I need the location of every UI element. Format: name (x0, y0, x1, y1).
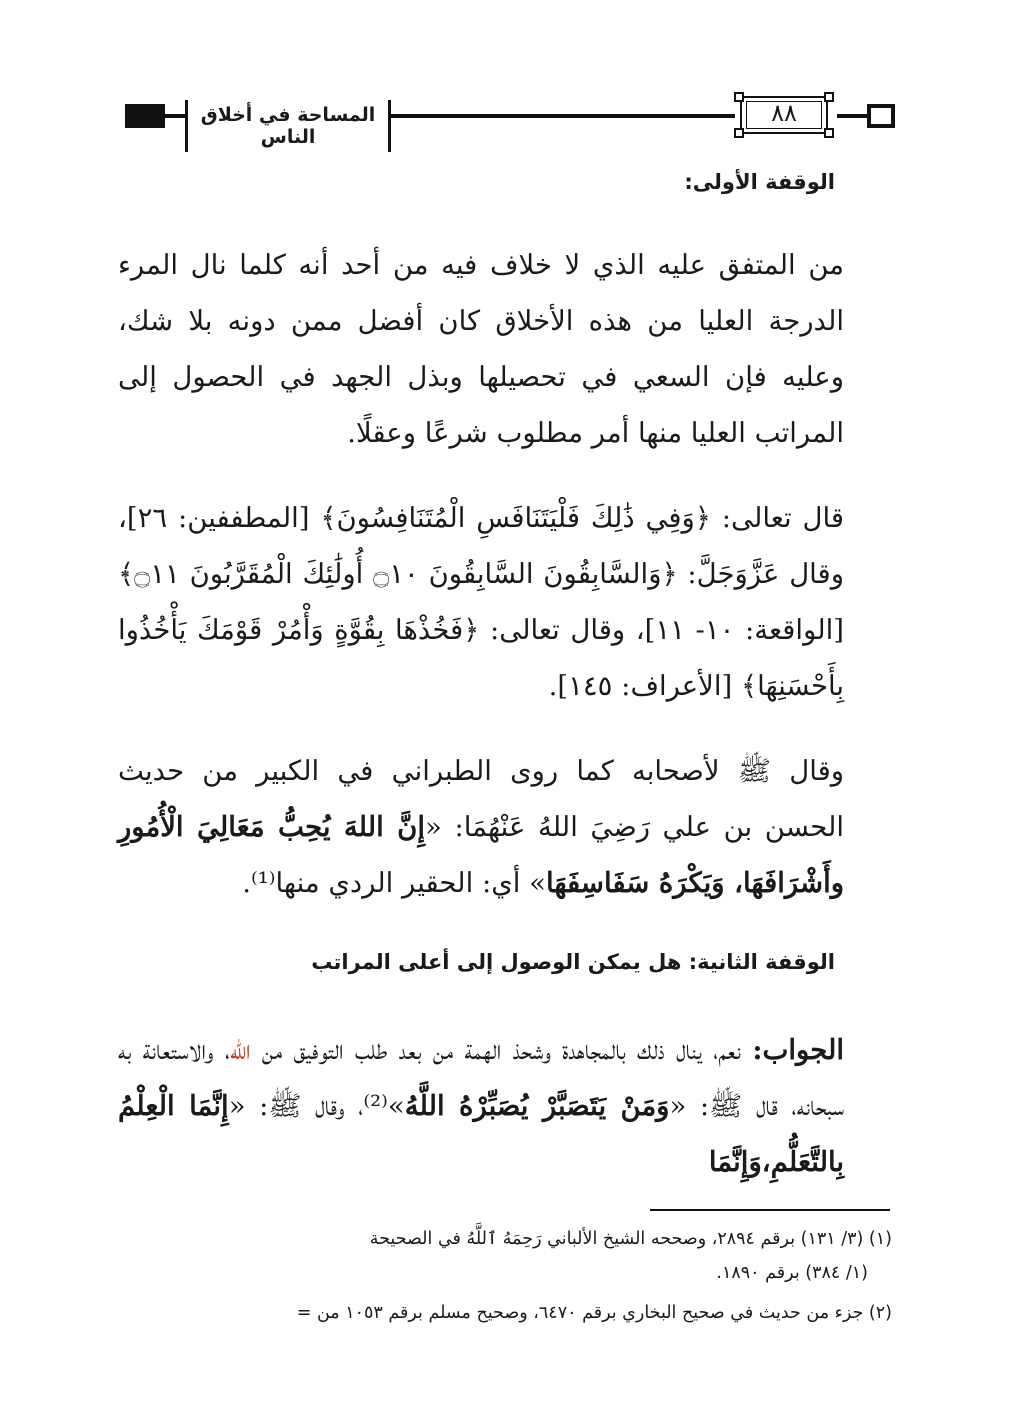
frame-corner (734, 128, 744, 138)
paragraph-quran-verses (118, 490, 844, 714)
hadith-intro: وقال ﷺ لأصحابه كما روى الطبراني في الكبير من حديث الحسن بن علي رَضِيَ اللهُ عَنْهُمَا: « (118, 755, 844, 843)
header-rule-right (837, 114, 871, 118)
page-header (125, 92, 895, 148)
answer-label: الجواب: (752, 1034, 844, 1066)
header-ornament-right (867, 104, 895, 128)
hadith-text: إِنَّمَا الْعِلْمُ بِالتَّعَلُّمِ،وَإِنَّمَا (118, 1090, 844, 1178)
header-ornament-left (125, 104, 165, 128)
header-rule-middle (385, 114, 735, 118)
paragraph-text: من المتفق عليه الذي لا خلاف فيه من أحد أنه كلما نال المرء الدرجة العليا من هذه الأخلاق كان أفضل ممن دونه بلا شك، وعليه فإن السعي في تحصيلها وبذل الجهد في الحصول إلى المراتب العليا منها أمر مطلوب شرعًا وعقلًا. (118, 249, 844, 449)
section-heading-second: الوقفة الثانية: هل يمكن الوصول إلى أعلى المراتب (311, 950, 835, 974)
section-heading-first: الوقفة الأولى: (684, 170, 835, 194)
page-number: ٨٨ (771, 99, 797, 127)
paragraph-intro (118, 237, 844, 461)
divine-name: الله (229, 1034, 251, 1066)
answer-text: نعم، ينال ذلك بالمجاهدة وشحذ الهمة من بعد طلب التوفيق من (250, 1034, 753, 1066)
paragraph-text (118, 743, 844, 911)
frame-corner (824, 128, 834, 138)
footnote-1: (١) (٣/ ١٣١) برقم ٢٨٩٤، وصححه الشيخ الألباني رَحِمَهُ ٱللَّهُ في الصحيحة (369, 1229, 892, 1249)
footnote-2: (٢) جزء من حديث في صحيح البخاري برقم ٦٤٧٠، وصحيح مسلم برقم ١٠٥٣ من = (296, 1303, 892, 1323)
paragraph-text: قال تعالى: ﴿وَفِي ذَٰلِكَ فَلْيَتَنَافَسِ الْمُتَنَافِسُونَ﴾ [المطففين: ٢٦]، وقال عَزَّوَجَلَّ: ﴿وَالسَّابِقُونَ السَّابِقُونَ ۝١٠ أُولَٰئِكَ الْمُقَرَّبُونَ ۝١١﴾ [الواقعة: ١٠- ١١]، وقال تعالى: ﴿فَخُذْهَا بِقُوَّةٍ وَأْمُرْ قَوْمَكَ يَأْخُذُوا بِأَحْسَنِهَا﴾ [الأعراف: ١٤٥]. (118, 502, 844, 702)
footnote-1-continued: (١/ ٣٨٤) برقم ١٨٩٠. (716, 1263, 868, 1283)
header-rule-left (165, 114, 185, 118)
footnote-separator (650, 1209, 890, 1211)
hadith-explanation: » أي: الحقير الردي منها⁽¹⁾. (242, 867, 546, 899)
paragraph-text (118, 1022, 844, 1190)
page-number-box (730, 92, 838, 138)
hadith-text: إِنَّ اللهَ يُحِبُّ مَعَالِيَ الْأُمُورِ وأَشْرَافَهَا، وَيَكْرَهُ سَفَاسِفَهَا (118, 811, 844, 899)
hadith-text: وَمَنْ يَتَصَبَّرْ يُصَبِّرْهُ اللَّهُ (404, 1090, 670, 1122)
book-title: المساحة في أخلاق الناس (185, 100, 391, 152)
answer-text: »⁽²⁾، وقال ﷺ: « (228, 1090, 405, 1122)
paragraph-hadith (118, 743, 844, 911)
footnotes (118, 1222, 892, 1330)
answer-text: ، والاستعانة به سبحانه، قال ﷺ: « (118, 1034, 845, 1122)
paragraph-answer (118, 1022, 844, 1190)
